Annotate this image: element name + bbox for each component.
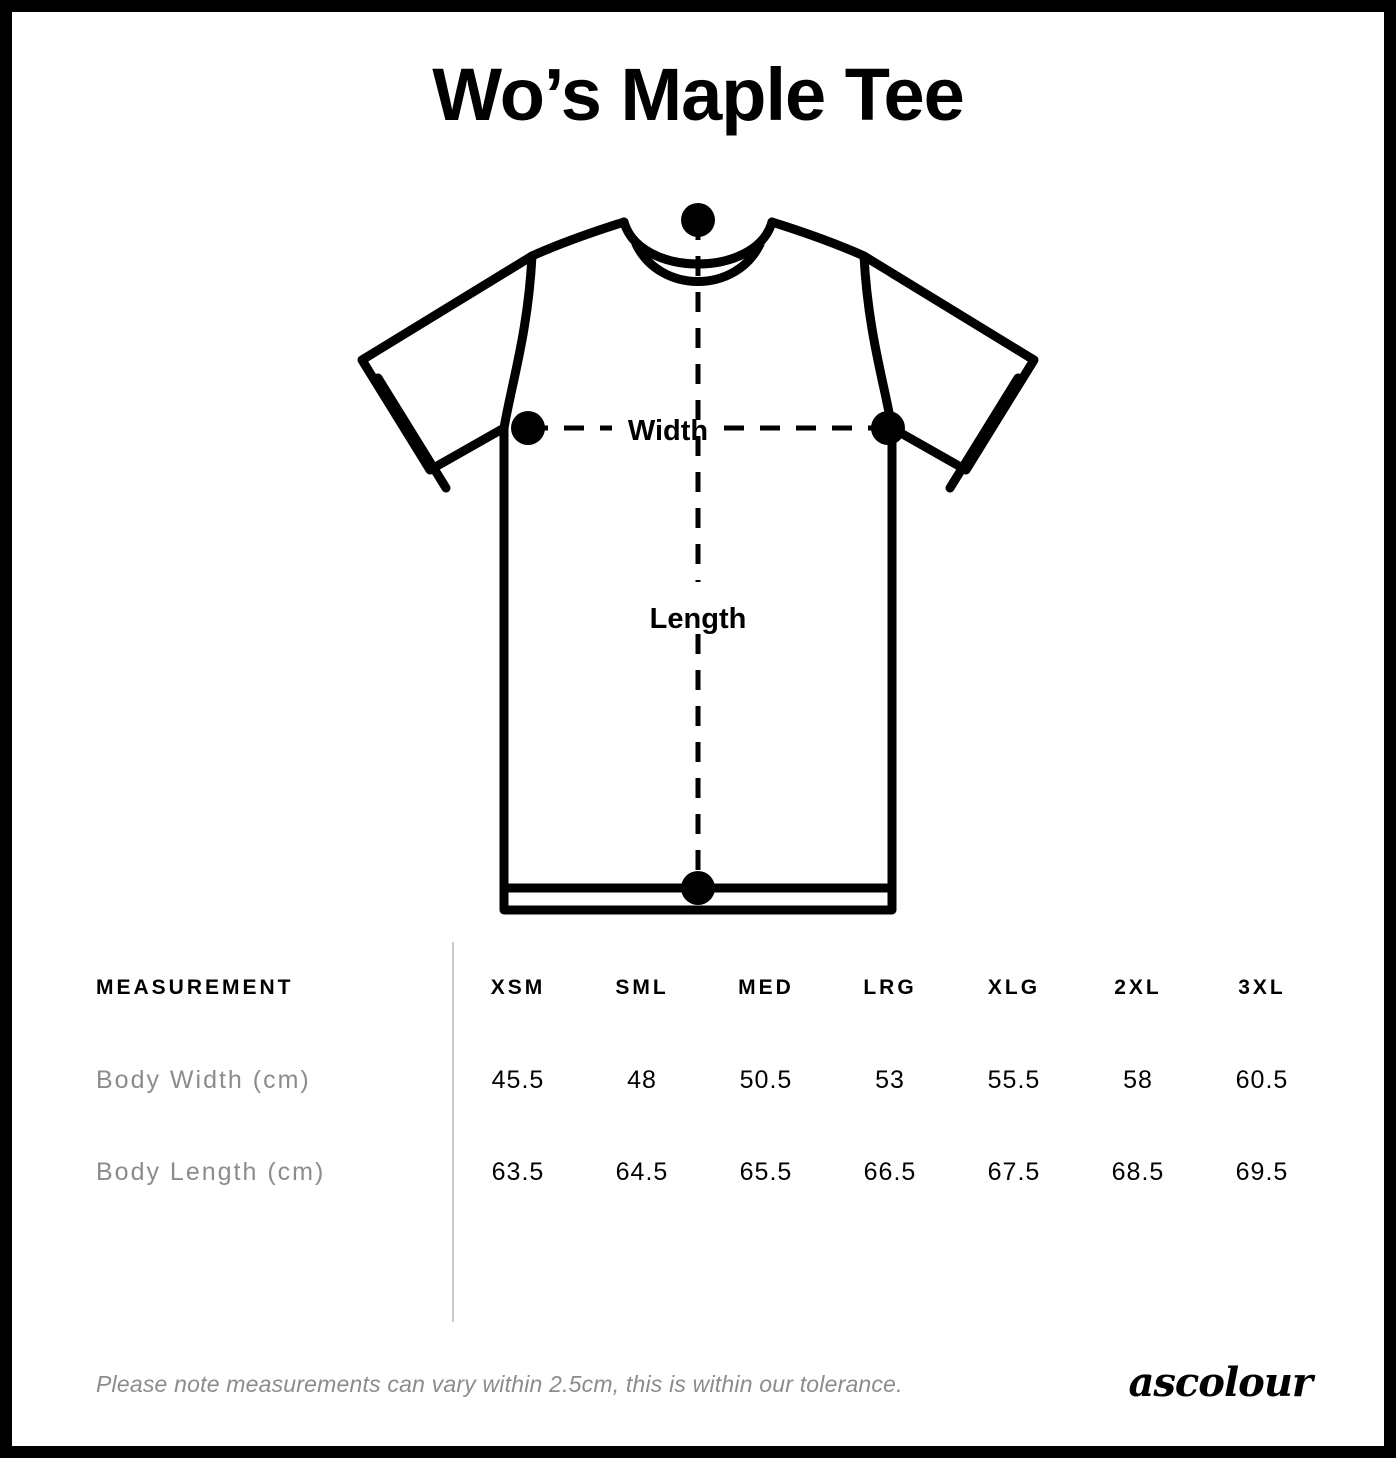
- tolerance-note: Please note measurements can vary within 2.5cm, this is within our tolerance.: [96, 1371, 903, 1397]
- table-row: [82, 1034, 1324, 1126]
- cell-body-width-2xl: 58: [1123, 1065, 1153, 1094]
- cell-body-width-lrg: 53: [875, 1065, 905, 1094]
- cell-body-width-xlg: 55.5: [987, 1065, 1041, 1094]
- header-size-med: MED: [738, 976, 794, 999]
- width-dimension-label: Width: [627, 415, 709, 447]
- measurements-table: [82, 942, 1324, 1218]
- table-header-row: [82, 942, 1324, 1034]
- cell-body-width-xsm: 45.5: [491, 1065, 545, 1094]
- cell-body-length-sml: 64.5: [615, 1157, 669, 1186]
- header-size-xsm: XSM: [490, 976, 546, 999]
- point-shoulder: [681, 203, 715, 237]
- cell-body-length-2xl: 68.5: [1111, 1157, 1165, 1186]
- cell-body-length-med: 65.5: [739, 1157, 793, 1186]
- cell-body-width-sml: 48: [627, 1065, 657, 1094]
- cell-body-length-lrg: 66.5: [863, 1157, 917, 1186]
- length-dimension-label: Length: [649, 603, 747, 635]
- header-size-xlg: XLG: [987, 976, 1041, 999]
- cell-body-length-xsm: 63.5: [491, 1157, 545, 1186]
- row-label-body-width: Body Width (cm): [96, 1065, 311, 1094]
- header-size-3xl: 3XL: [1238, 976, 1286, 999]
- table-head: [82, 942, 1324, 1034]
- cell-body-length-3xl: 69.5: [1235, 1157, 1289, 1186]
- brand-logo: ascolour: [1128, 1359, 1312, 1406]
- cell-body-length-xlg: 67.5: [987, 1157, 1041, 1186]
- point-hem: [681, 871, 715, 905]
- page-inner: [12, 12, 1384, 1446]
- header-size-lrg: LRG: [863, 976, 917, 999]
- page-title: Wo’s Maple Tee: [432, 53, 964, 136]
- cell-body-width-med: 50.5: [739, 1065, 793, 1094]
- table-body: [82, 1034, 1324, 1218]
- row-label-body-length: Body Length (cm): [96, 1157, 326, 1186]
- table-row: [82, 1126, 1324, 1218]
- point-width-left: [511, 411, 545, 445]
- header-size-2xl: 2XL: [1114, 976, 1162, 999]
- cell-body-width-3xl: 60.5: [1235, 1065, 1289, 1094]
- tshirt-diagram: [12, 182, 1384, 942]
- header-measurement: MEASUREMENT: [96, 976, 294, 999]
- tshirt-svg: [12, 182, 1384, 942]
- header-size-sml: SML: [615, 976, 669, 999]
- measurements-table-wrap: [82, 942, 1324, 1218]
- point-width-right: [871, 411, 905, 445]
